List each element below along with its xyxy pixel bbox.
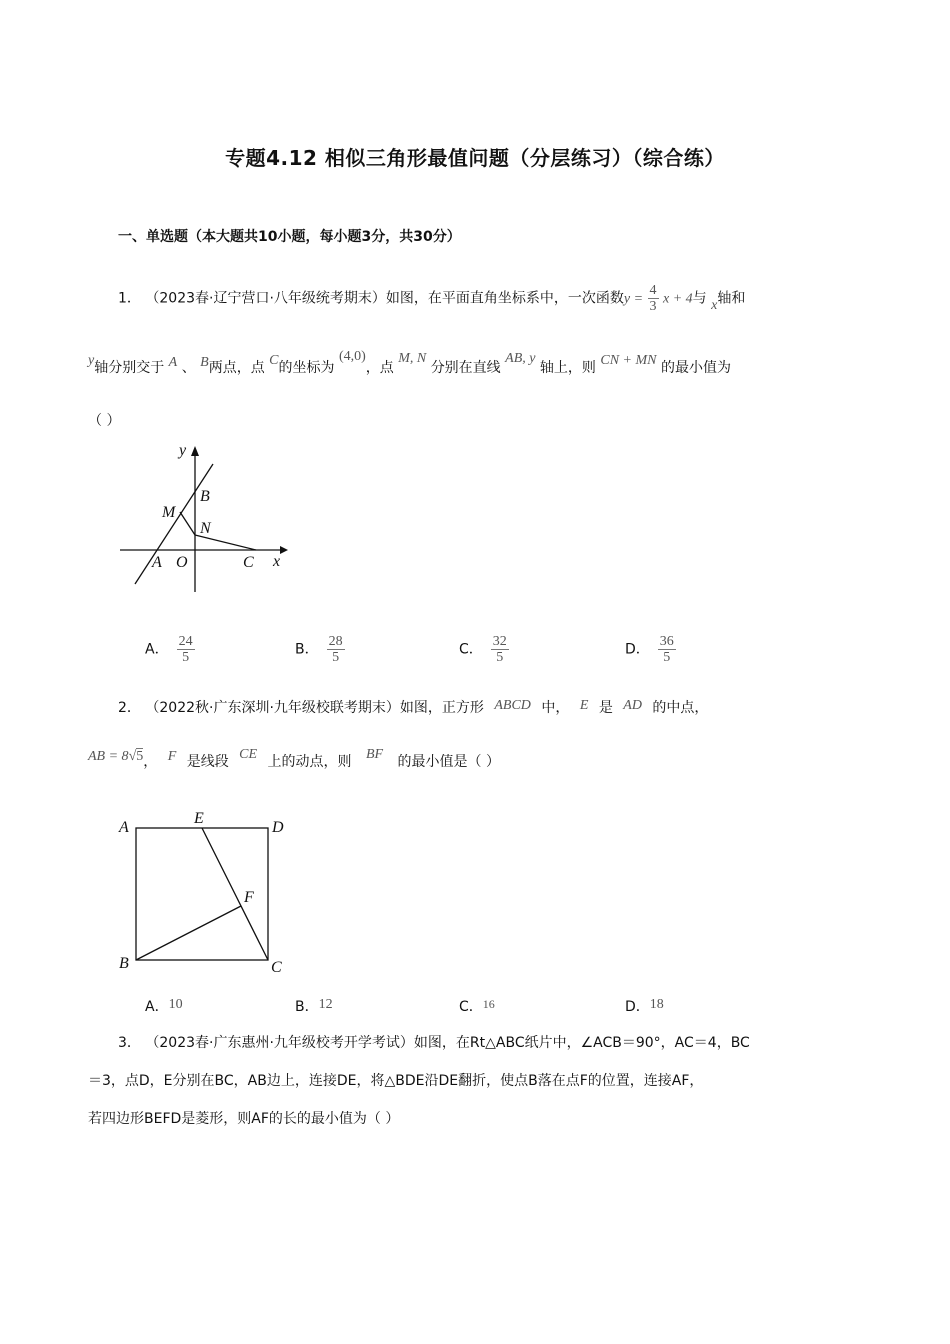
- q1-option-c[interactable]: C． $\frac{32}{5}$: [459, 634, 507, 665]
- svg-text:A: A: [152, 554, 162, 571]
- q2-option-a[interactable]: A．10: [145, 997, 183, 1015]
- question-2-line-2: AB = 8√5， F 是线段 CE 上的动点，则 BF 的最小值是（ ）: [88, 747, 500, 770]
- q2-option-c[interactable]: C．16: [459, 997, 495, 1015]
- q1-option-d[interactable]: D． $\frac{36}{5}$: [625, 634, 674, 665]
- svg-text:C: C: [243, 554, 254, 571]
- formula-y: y =: [623, 291, 644, 307]
- question-number: 1．: [118, 290, 141, 307]
- question-1-line-1: 1． （2023春·辽宁营口·八年级统考期末）如图，在平面直角坐标系中，一次函数y = $\frac{4}{3}$ x + 4与 x轴和: [118, 283, 746, 314]
- figure-coordinate-line: [110, 438, 300, 598]
- question-3-line-3: 若四边形BEFD是菱形，则AF的长的最小值为（ ）: [88, 1111, 400, 1127]
- segment-bf: [136, 906, 241, 960]
- section-heading: 一、单选题（本大题共10小题，每小题3分，共30分）: [118, 229, 461, 245]
- label-y: y: [179, 442, 187, 459]
- fraction-4-3: $\frac{4}{3}$: [649, 283, 657, 314]
- segment-mn: [180, 512, 195, 535]
- svg-text:B: B: [119, 955, 129, 972]
- svg-text:M: M: [162, 504, 176, 521]
- svg-text:B: B: [200, 488, 210, 505]
- q2-option-b[interactable]: B．12: [295, 997, 333, 1015]
- segment-nc: [195, 535, 256, 550]
- question-number: 3．: [118, 1035, 141, 1051]
- segment-ec: [202, 828, 268, 960]
- question-source: （2022秋·广东深圳·九年级校联考期末）: [145, 700, 400, 716]
- svg-text:x: x: [273, 553, 281, 570]
- svg-text:O: O: [176, 554, 188, 571]
- svg-text:E: E: [194, 810, 204, 827]
- page-title: 专题4.12 相似三角形最值问题（分层练习）（综合练）: [225, 146, 725, 170]
- question-3-line-2: ＝3，点D，E分别在BC，AB边上，连接DE，将△BDE沿DE翻折，使点B落在点F的位置，连接AF，: [88, 1073, 704, 1089]
- q1-option-a[interactable]: A． $\frac{24}{5}$: [145, 634, 193, 665]
- figure-square: [110, 808, 300, 978]
- question-2-line-1: 2． （2022秋·广东深圳·九年级校联考期末）如图，正方形 ABCD 中， E 是 AD 的中点，: [118, 698, 709, 716]
- svg-text:C: C: [271, 959, 282, 976]
- question-1-line-2: y轴分别交于 A 、 B两点，点 C的坐标为 (4,0)，点 M, N 分别在直线 AB, y 轴上，则 CN + MN 的最小值为: [88, 349, 731, 376]
- q1-option-b[interactable]: B． $\frac{28}{5}$: [295, 634, 343, 665]
- question-3-line-1: 3． （2023春·广东惠州·九年级校考开学考试）如图，在Rt△ABC纸片中，∠ACB＝90°，AC＝4，BC: [118, 1035, 750, 1051]
- svg-text:F: F: [244, 889, 254, 906]
- question-source: （2023春·广东惠州·九年级校考开学考试）: [145, 1035, 414, 1051]
- svg-text:D: D: [272, 819, 284, 836]
- question-number: 2．: [118, 700, 141, 716]
- question-source: （2023春·辽宁营口·八年级统考期末）: [145, 290, 386, 307]
- svg-text:N: N: [200, 520, 211, 537]
- q2-option-d[interactable]: D．18: [625, 997, 664, 1015]
- svg-text:A: A: [119, 819, 129, 836]
